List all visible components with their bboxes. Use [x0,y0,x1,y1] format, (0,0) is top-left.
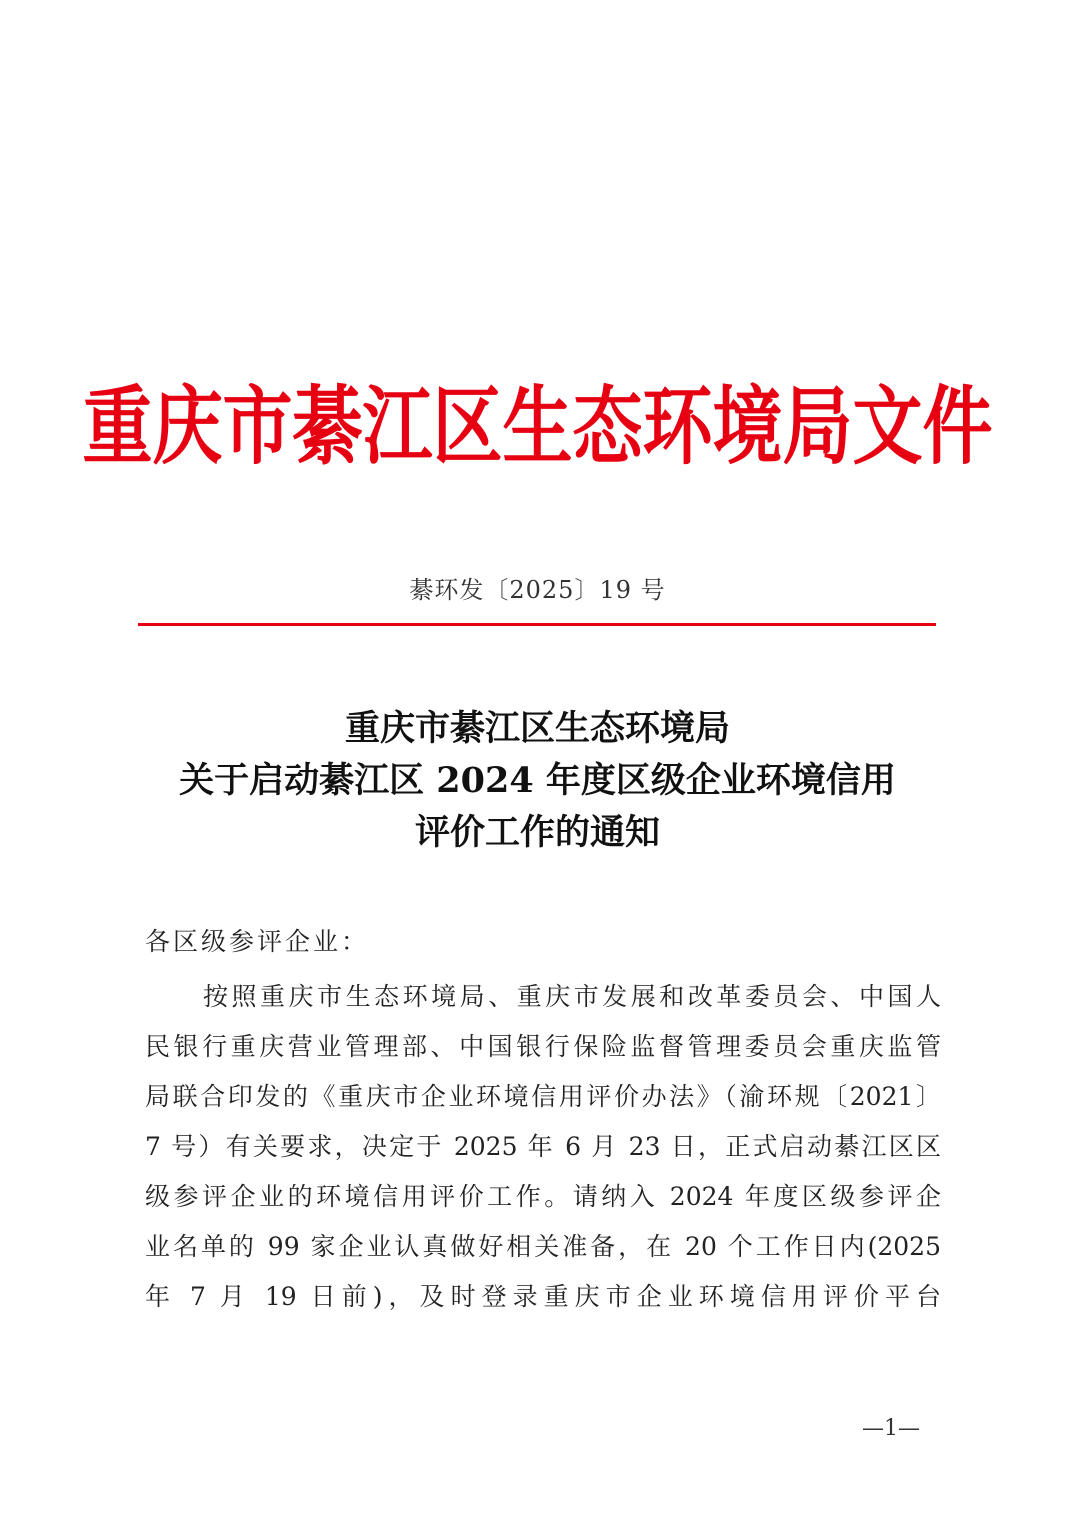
body-line: 局联合印发的《重庆市企业环境信用评价办法》（渝环规〔2021〕 [145,1082,941,1111]
body-line: 年 7 月 19 日前)，及时登录重庆市企业环境信用评价平台 [145,1282,941,1311]
document-number: 綦环发〔2025〕19 号 [409,576,666,604]
page-number: —1— [862,1416,920,1441]
masthead-title: 重庆市綦江区生态环境局文件 [82,375,993,477]
body-paragraph [145,976,941,1326]
title-line: 重庆市綦江区生态环境局 [344,708,730,749]
body-line: 级参评企业的环境信用评价工作。请纳入 2024 年度区级参评企 [145,1182,941,1211]
title-line: 评价工作的通知 [414,812,660,853]
red-divider-line [138,623,936,626]
title-line: 关于启动綦江区 2024 年度区级企业环境信用 [179,760,896,801]
body-line: 按照重庆市生态环境局、重庆市发展和改革委员会、中国人 [203,982,941,1011]
body-line: 民银行重庆营业管理部、中国银行保险监督管理委员会重庆监管 [145,1032,941,1061]
body-line: 7 号）有关要求，决定于 2025 年 6 月 23 日，正式启动綦江区区 [145,1132,941,1161]
salutation: 各区级参评企业： [145,927,370,956]
document-title [0,703,1075,859]
body-line: 业名单的 99 家企业认真做好相关准备，在 20 个工作日内(2025 [145,1232,941,1261]
